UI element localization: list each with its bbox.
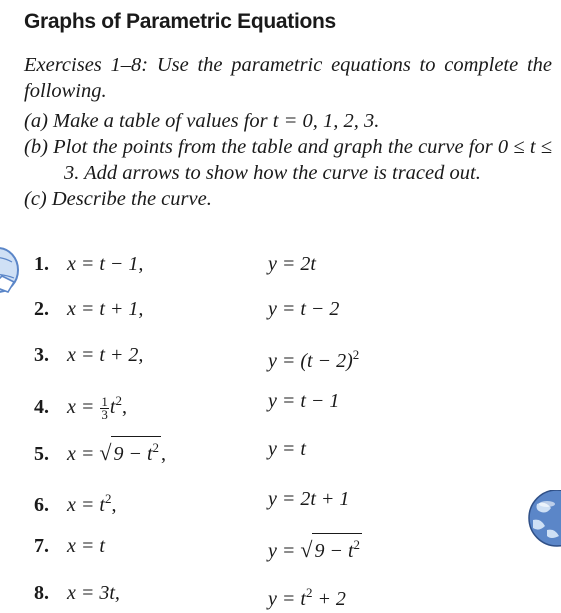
y-equation: y = t − 2 xyxy=(268,298,340,320)
x-equation: $x = t^2$, xyxy=(67,491,117,516)
exercise-number: 1. xyxy=(34,253,49,275)
x-equation: x = √ $9 - t^2$ , xyxy=(67,436,166,467)
fraction-one-third: $\frac{1}{3}$ xyxy=(101,393,108,422)
y-equation: y = √ $9 - t^2$ xyxy=(268,533,362,564)
exercise-number: 6. xyxy=(34,494,49,516)
exercise-number: 7. xyxy=(34,535,49,557)
section-title: Graphs of Parametric Equations xyxy=(24,10,336,33)
exercise-2 xyxy=(34,296,340,324)
x-equation: x = $\frac{1}{3}$ $t^2$, xyxy=(67,393,127,422)
x-equation: x = t + 1, xyxy=(67,298,144,320)
exercise-5 xyxy=(34,436,306,465)
exercise-1 xyxy=(34,251,316,279)
exercise-number: 3. xyxy=(34,344,49,366)
exercise-3 xyxy=(34,342,360,372)
y-equation: y = 2t xyxy=(268,253,316,275)
y-equation: y = t − 1 xyxy=(268,390,340,412)
y-equation: y = t xyxy=(268,438,306,460)
exercise-6 xyxy=(34,486,350,516)
exercise-4 xyxy=(34,388,340,422)
instructions-part-c: (c) Describe the curve. xyxy=(24,188,212,210)
square-root: √ $9 - t^2$ xyxy=(300,533,362,564)
exercise-number: 8. xyxy=(34,582,49,604)
exercise-number: 5. xyxy=(34,443,49,465)
x-equation: x = t + 2, xyxy=(67,344,144,366)
instructions-part-a: (a) Make a table of values for t = 0, 1, 2, 3. xyxy=(24,110,380,132)
x-equation: x = t − 1, xyxy=(67,253,144,275)
globe-tab-icon xyxy=(0,246,28,302)
instructions-part-b: (b) Plot the points from the table and graph the curve for 0 ≤ t ≤ 3. Add arrows to show how the curve is traced out. xyxy=(24,136,552,184)
exercise-7 xyxy=(34,533,361,562)
y-equation: $y = t^2 + 2$ xyxy=(268,585,346,610)
exercise-8 xyxy=(34,580,346,610)
y-equation: $y = (t - 2)^2$ xyxy=(268,347,360,372)
instructions xyxy=(24,52,552,212)
exercise-number: 2. xyxy=(34,298,49,320)
exercise-number: 4. xyxy=(34,396,49,418)
x-equation: x = 3t, xyxy=(67,582,120,604)
y-equation: y = 2t + 1 xyxy=(268,488,350,510)
globe-icon xyxy=(525,490,561,550)
x-equation: x = t xyxy=(67,535,105,557)
instructions-intro: Exercises 1–8: Use the parametric equations to complete the following. xyxy=(24,54,552,102)
square-root: √ $9 - t^2$ xyxy=(99,436,161,467)
